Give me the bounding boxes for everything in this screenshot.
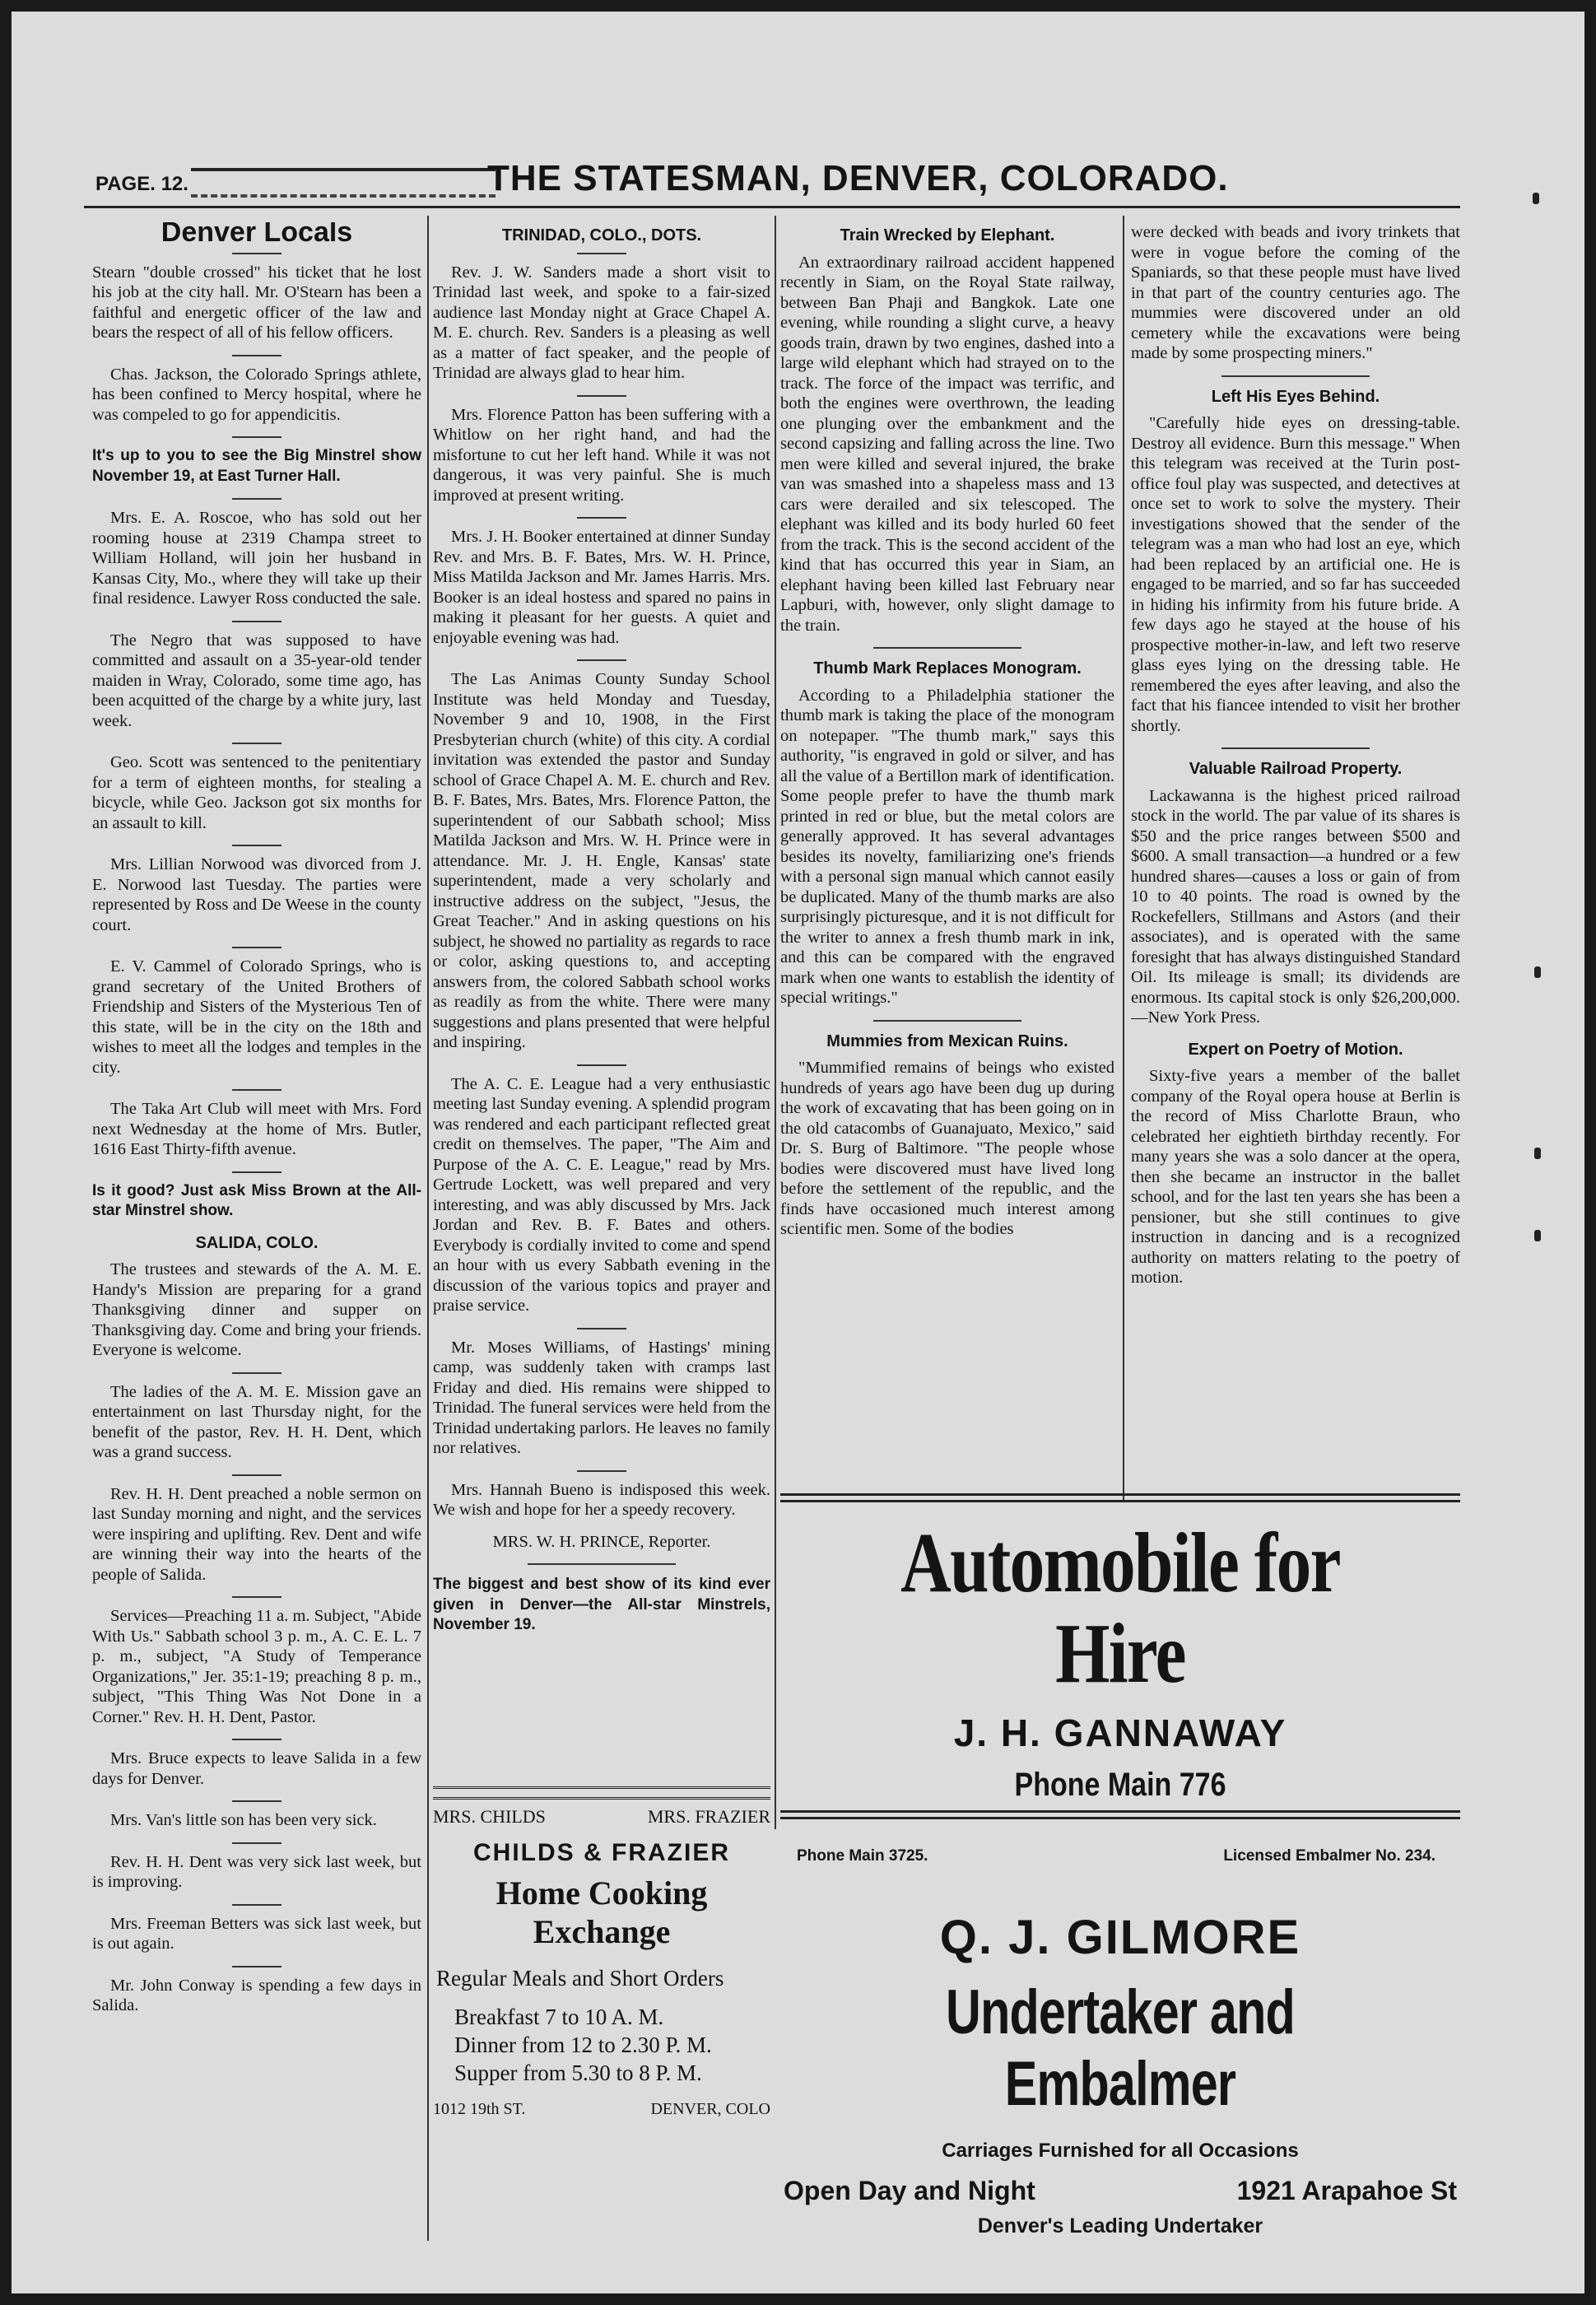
section-heading: TRINIDAD, COLO., DOTS. <box>501 226 702 244</box>
masthead <box>84 153 1460 203</box>
childs-frazier-ad <box>433 1781 770 2226</box>
newspaper-page <box>12 12 1584 2293</box>
separator <box>232 1171 282 1173</box>
article-heading: Expert on Poetry of Motion. <box>1188 1040 1403 1059</box>
paragraph: "Mummified remains of beings who existed hundreds of years ago have been dug up during the work of excavating that has been going on in the old catacombs of Guanajuato, Mexico," said Dr. S. Burg of Baltimore. "The people whose bodies were discovered must have lived long before the settlement of the republic, and the finds have occasioned much interest among scientific men. Some of the bodies <box>780 1059 1114 1238</box>
separator <box>873 1020 1021 1022</box>
article-heading: Valuable Railroad Property. <box>1189 760 1403 778</box>
separator <box>577 1328 626 1329</box>
separator <box>577 517 626 519</box>
paragraph: E. V. Cammel of Colorado Springs, who is grand secretary of the United Brothers of Friendship and Sisters of the Mysterious Ten of this state, will be in the city on the 18th and wishes to meet all the lodges and temples in the city. <box>92 957 421 1077</box>
separator <box>232 1474 282 1476</box>
ad-hours: Open Day and Night <box>784 2176 1035 2205</box>
margin-blot <box>1533 193 1539 204</box>
column-trinidad <box>433 222 770 1704</box>
paragraph: Stearn "double crossed" his ticket that he lost his job at the city hall. Mr. O'Stearn has been a faithful and energetic officer of the law and bears the respect of all of his fellow officers. <box>92 263 421 342</box>
paragraph: It's up to you to see the Big Minstrel show November 19, at East Turner Hall. <box>92 447 421 485</box>
hours-line: Dinner from 12 to 2.30 P. M. <box>454 2033 712 2057</box>
separator <box>873 647 1021 649</box>
ad-open-line <box>780 2176 1460 2206</box>
article-heading: Mummies from Mexican Ruins. <box>826 1031 1068 1050</box>
ad-address: 1921 Arapahoe St <box>1236 2176 1457 2205</box>
ad-occupation: Undertaker and Embalmer <box>946 1977 1295 2119</box>
paragraph: The A. C. E. League had a very enthusiastic meeting last Sunday evening. A splendid program was rendered and each participant reflected great credit on themselves. The paper, "The Aim and Purpose of the A. C. E. League," read by Mrs. Gertrude Lockett, was well prepared and very interesting, and was ably discussed by Mrs. Jack Jordan and Rev. B. F. Bates and others. Everybody is cordially invited to come and spend an hour with us every Sabbath evening in the discussion of the various topics and prayer and praise service. <box>433 1074 770 1315</box>
paragraph: were decked with beads and ivory trinkets that were in vogue before the coming of the Spaniards, so that these people must have lived in that part of the country centuries ago. The mummies were discovered under an old cemetery while the excavations were being made by some prospecting miners." <box>1131 223 1460 362</box>
article-heading: Left His Eyes Behind. <box>1211 387 1380 406</box>
separator <box>232 253 282 254</box>
separator <box>577 253 626 254</box>
paragraph: According to a Philadelphia stationer the thumb mark is taking the place of the monogram on notepaper. "The thumb mark," says this authority, "is engraved in gold or silver, and has all the value of a Bertillon mark of identification. Some people prefer to have the thumb mark printed in red or blue, but the metal colors are generally approved. It has several advantages besides its novelty, familiarizing one's friends with a personal sign manual which cannot easily be duplicated. Many of the thumb marks are also surprisingly picturesque, and it is not difficult for the writer to annex a fresh thumb mark in ink, and this can be compared with the engraved mark when one wants to establish the identity of special writings." <box>780 686 1114 1007</box>
section-heading: SALIDA, COLO. <box>195 1233 319 1252</box>
paragraph: Mrs. Florence Patton has been suffering with a Whitlow on her right hand, and had the misfortune to cut her left hand. While it was not dangerous, it was very painful. She is much improved at present writing. <box>433 405 770 505</box>
paragraph: The Las Animas County Sunday School Institute was held Monday and Tuesday, November 9 and 10, 1908, in the First Presbyterian church (white) of this city. A cordial invitation was extended the pastor and Sunday school of Grace Chapel A. M. E. church and Rev. B. F. Bates, Mrs. Bates, Mrs. Florence Patton, the superintendent of our Sabbath school; Miss Matilda Jackson and Mrs. W. H. Prince were in attendance. Mr. J. H. Engle, Kansas' state superintendent, made a very scholarly and instructive address on the subject, "Jesus, the Great Teacher." And in asking questions on his subject, he showed no partiality as regards to race or color, asking questions to, and accepting answers from, the colored Sabbath school works as readily as from the white. There were many suggestions and plans presented that were helpful and inspiring. <box>433 670 770 1051</box>
separator <box>232 1904 282 1906</box>
paragraph: The ladies of the A. M. E. Mission gave an entertainment on last Thursday night, for the benefit of the pastor, Rev. H. H. Dent, which was a grand success. <box>92 1382 421 1461</box>
ad-address <box>433 2100 770 2119</box>
separator <box>1221 747 1370 749</box>
column-divider <box>427 216 429 2241</box>
ad-rule <box>780 1810 1460 1819</box>
margin-blot <box>1534 1148 1541 1159</box>
meal-hours <box>454 2003 770 2087</box>
newspaper-title: THE STATESMAN, DENVER, COLORADO. <box>487 158 1229 198</box>
ad-top-line <box>780 1847 1460 1865</box>
masthead-ornament <box>191 168 496 198</box>
separator <box>577 395 626 397</box>
paragraph: "Carefully hide eyes on dressing-table. Destroy all evidence. Burn this message." When this telegram was received at the Turin post-office foul play was suspected, and detectives at once set to work to solve the mystery. Their investigations showed that the sender of the telegram was a man who had lost an eye, which had been replaced by an artificial one. He is engaged to be married, and so far has succeeded in hiding his infirmity from his future bride. A few days ago he stayed at the house of his prospective mother-in-law, and left two reserve glass eyes lying on the dressing table. He remembered the eyes after leaving, and also the fact that his fiancee intended to visit her brother shortly. <box>1131 414 1460 735</box>
section-heading: Denver Locals <box>161 222 353 248</box>
separator <box>232 947 282 948</box>
paragraph: Mrs. E. A. Roscoe, who has sold out her rooming house at 2319 Champa street to William Holland, will join her husband in Kansas City, Mo., where they will take up their final residence. Lawyer Ross conducted the sale. <box>92 509 421 608</box>
page-number: PAGE. 12. <box>95 173 188 195</box>
paragraph: Is it good? Just ask Miss Brown at the All-star Minstrel show. <box>92 1181 421 1219</box>
ad-proprietor: Q. J. GILMORE <box>939 1911 1301 1964</box>
separator <box>577 659 626 661</box>
firm-name: CHILDS & FRAZIER <box>473 1839 730 1866</box>
ad-proprietor: J. H. GANNAWAY <box>953 1711 1287 1754</box>
paragraph: Mr. John Conway is spending a few days in Salida. <box>92 1976 421 2014</box>
ornament-border <box>433 1786 770 1800</box>
ad-license: Licensed Embalmer No. 234. <box>1223 1847 1435 1865</box>
ad-rule <box>780 1493 1460 1502</box>
column-miscellany-2 <box>1131 222 1460 1490</box>
separator <box>1221 375 1370 377</box>
paragraph: The biggest and best show of its kind ever given in Denver—the All-star Minstrels, November 19. <box>433 1576 770 1633</box>
gilmore-undertaker-ad <box>780 1847 1460 2238</box>
paragraph: Chas. Jackson, the Colorado Springs athlete, has been confined to Mercy hospital, where he was compeled to go for appendicitis. <box>92 365 421 424</box>
ad-phone: Phone Main 776 <box>1014 1767 1226 1803</box>
column-divider <box>1123 216 1124 1500</box>
separator <box>232 498 282 500</box>
separator <box>232 436 282 438</box>
article-heading: Train Wrecked by Elephant. <box>840 226 1055 244</box>
paragraph: The Negro that was supposed to have committed and assault on a 35-year-old tender maiden in Wray, Colorado, some time ago, has been acquitted of the charge by a white jury, last week. <box>92 631 421 730</box>
paragraph: The trustees and stewards of the A. M. E. Handy's Mission are preparing for a grand Thanksgiving dinner and supper on Thanksgiving day. Come and bring your friends. Everyone is welcome. <box>92 1260 421 1359</box>
separator <box>232 845 282 846</box>
ad-tagline: Denver's Leading Undertaker <box>977 2214 1263 2237</box>
separator <box>232 743 282 744</box>
separator <box>232 1966 282 1967</box>
hours-line: Breakfast 7 to 10 A. M. <box>454 2005 664 2029</box>
paragraph: The Taka Art Club will meet with Mrs. Ford next Wednesday at the home of Mrs. Butler, 1616 East Thirty-fifth avenue. <box>92 1100 421 1158</box>
separator <box>528 1563 676 1565</box>
separator <box>232 621 282 622</box>
owner-name: MRS. FRAZIER <box>647 1806 770 1827</box>
paragraph: Sixty-five years a member of the ballet company of the Royal opera house at Berlin is the record of Miss Charlotte Braun, who celebrated her eightieth birthday recently. For many years she was a solo dancer at the opera, then she became an instructor in the ballet school, and for the last ten years she has been a pensioner, but she still continues to give instruction in dancing and is a recognized authority on matters relating to the poetry of motion. <box>1131 1067 1460 1287</box>
article-heading: Thumb Mark Replaces Monogram. <box>813 659 1082 678</box>
owner-name: MRS. CHILDS <box>433 1806 546 1827</box>
margin-blot <box>1534 966 1541 978</box>
paragraph: Rev. J. W. Sanders made a short visit to Trinidad last week, and spoke to a fair-sized audience last Monday night at Grace Chapel A. M. E. church. Rev. Sanders is a pleasing as well as a matter of fact speaker, and the people of Trinidad are always glad to hear him. <box>433 263 770 382</box>
separator <box>232 355 282 356</box>
separator <box>577 1064 626 1066</box>
paragraph: Mr. Moses Williams, of Hastings' mining camp, was suddenly taken with cramps last Friday and died. His remains were shipped to Trinidad. The funeral services were held from the Trinidad undertaking parlors. He leaves no family nor relatives. <box>433 1338 770 1457</box>
meals-line: Regular Meals and Short Orders <box>436 1966 724 1991</box>
paragraph: Geo. Scott was sentenced to the penitentiary for a term of eighteen months, for stealing a bicycle, while Geo. Jackson got six months for an assault to kill. <box>92 753 421 832</box>
column-miscellany-1 <box>780 222 1114 1490</box>
separator <box>577 1470 626 1472</box>
masthead-rule <box>84 206 1460 208</box>
ad-carriages: Carriages Furnished for all Occasions <box>942 2140 1299 2162</box>
column-denver-locals <box>92 222 421 2264</box>
firm-tagline: Home Cooking Exchange <box>496 1874 708 1950</box>
automobile-ad <box>780 1518 1460 1804</box>
reporter-signature: MRS. W. H. PRINCE, Reporter. <box>492 1532 711 1551</box>
ad-phone: Phone Main 3725. <box>797 1847 928 1865</box>
column-divider <box>775 216 776 1829</box>
paragraph: Rev. H. H. Dent preached a noble sermon on last Sunday morning and night, and the services were inspiring and uplifting. Rev. Dent and wife are winning their way into the hearts of the people of Salida. <box>92 1484 421 1584</box>
separator <box>232 1372 282 1374</box>
paragraph: Mrs. Hannah Bueno is indisposed this week. We wish and hope for her a speedy recovery. <box>433 1480 770 1519</box>
street-address: 1012 19th ST. <box>433 2100 526 2118</box>
ad-headline: Automobile for Hire <box>900 1516 1340 1701</box>
paragraph: Services—Preaching 11 a. m. Subject, "Abide With Us." Sabbath school 3 p. m., A. C. E. L. 7 p. m., subject, "A Study of Temperance Organizations," Jer. 35:1-19; preaching 8 p. m., subject, "This Thing Was Not Done in a Corner." Rev. H. H. Dent, Pastor. <box>92 1607 421 1726</box>
separator <box>232 1739 282 1740</box>
separator <box>232 1596 282 1598</box>
ad-owner-names <box>433 1806 770 1828</box>
hours-line: Supper from 5.30 to 8 P. M. <box>454 2061 702 2085</box>
paragraph: Mrs. Lillian Norwood was divorced from J. E. Norwood last Tuesday. The parties were represented by Ross and De Weese in the county court. <box>92 855 421 934</box>
separator <box>232 1800 282 1802</box>
city-address: DENVER, COLO <box>650 2100 770 2118</box>
paragraph: Mrs. J. H. Booker entertained at dinner Sunday Rev. and Mrs. B. F. Bates, Mrs. W. H. Prince, Miss Matilda Jackson and Mr. James Harris. Mrs. Booker is an ideal hostess and spared no pains in making it pleasant for her guests. A quiet and enjoyable evening was had. <box>433 528 770 647</box>
paragraph: Lackawanna is the highest priced railroad stock in the world. The par value of its shares is $50 and the price ranges between $500 and $600. A small transaction—a hundred or a few hundred shares—causes a loss or gain of from 10 to 40 points. The road is owned by the Rockefellers, Stillmans and Astors (and their associates), and is operated with the same foresight that has always distinguished Standard Oil. Its mileage is small; its dividends are enormous. Its capital stock is only $26,200,000.—New York Press. <box>1131 786 1460 1027</box>
paragraph: Mrs. Freeman Betters was sick last week, but is out again. <box>92 1914 421 1953</box>
separator <box>232 1089 282 1091</box>
paragraph: Mrs. Van's little son has been very sick. <box>110 1811 377 1829</box>
paragraph: Mrs. Bruce expects to leave Salida in a few days for Denver. <box>92 1749 421 1788</box>
paragraph: Rev. H. H. Dent was very sick last week, but is improving. <box>92 1852 421 1891</box>
margin-blot <box>1534 1230 1541 1241</box>
separator <box>232 1842 282 1844</box>
paragraph: An extraordinary railroad accident happened recently in Siam, on the Royal State railway, between Ban Phaji and Bangkok. Late one evening, while rounding a slight curve, a heavy goods train, drawn by two engines, dashed into a large wild elephant which had strayed on to the track. The force of the impact was terrific, and both the engines were overthrown, the leading one plunging over the embankment and the second capsizing and falling across the line. Two men were killed and several injured, the brake van was smashed into a shapeless mass and 13 cars were derailed and six telescoped. The elephant was killed and its body hurled 60 feet from the track. This is the second accident of the kind that has occurred this year in Siam, an elephant having been killed last February near Lapburi, with, however, only slight damage to the train. <box>780 253 1114 635</box>
